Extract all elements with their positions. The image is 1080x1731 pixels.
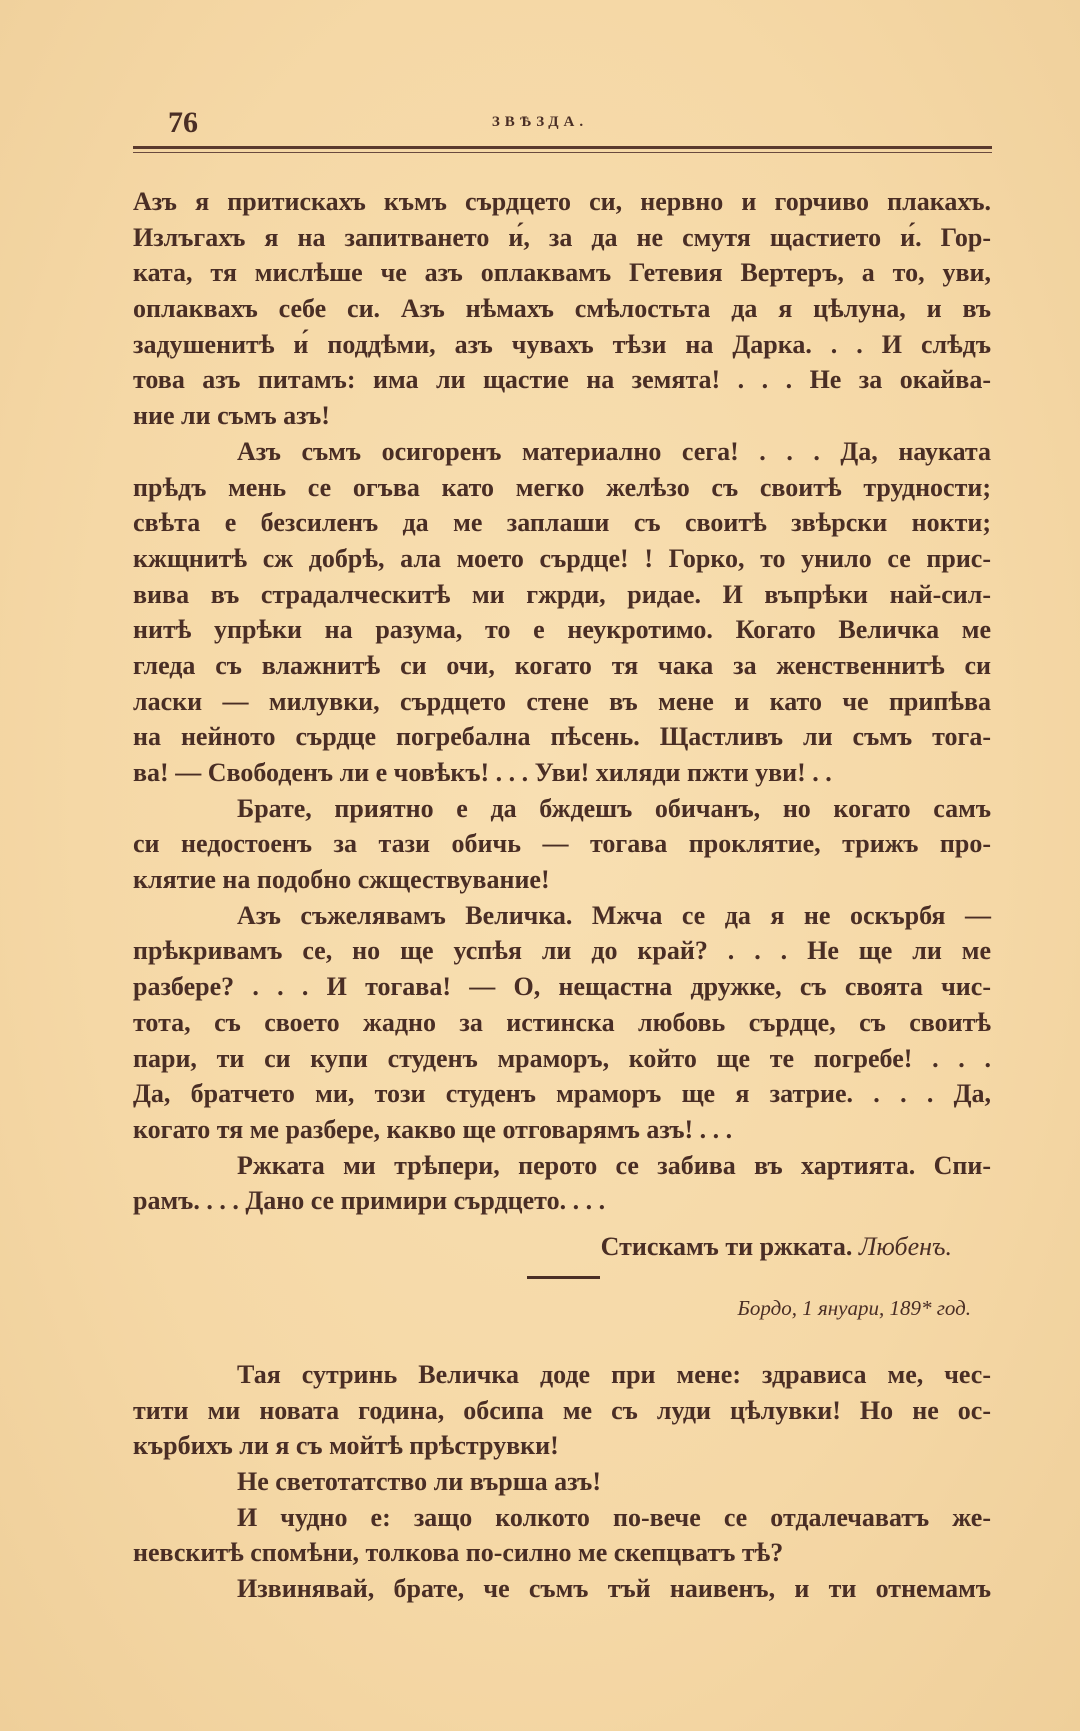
text-line: Тая сутринь Величка доде при мене: здрависа ме, чес- (237, 1360, 991, 1389)
text-line: Брате, приятно е да бждешъ обичанъ, но когато самъ (237, 793, 991, 823)
text-line: пари, ти си купи студенъ мраморъ, който ще те погребе! . . . (133, 1043, 991, 1073)
paragraph (133, 1148, 991, 1219)
text-line: Ржката ми трѣпери, перото се забива въ хартията. Спи- (237, 1150, 991, 1180)
next-entry-body (133, 1357, 991, 1607)
text-line: вива въ страдалческитѣ ми гжрди, ридае. И въпрѣки най-сил- (133, 579, 991, 609)
text-line: си недостоенъ за тази обичь — тогава проклятие, трижъ про- (133, 829, 991, 859)
text-line: тота, съ своето жадно за истинска любовь сърдце, съ своитѣ (133, 1007, 991, 1037)
text-line: това азъ питамъ: има ли щастие на земята! . . . Не за окайва- (133, 365, 991, 395)
text-line: разбере? . . . И тогава! — О, нещастна дружке, съ своята чис- (133, 972, 991, 1002)
text-line: клятие на подобно сжществувание! (133, 865, 550, 895)
header-rule (133, 146, 992, 149)
dateline: Бордо, 1 януари, 189* год. (737, 1296, 971, 1320)
text-line: кърбихъ ли я съ мойтѣ прѣструвки! (133, 1431, 559, 1461)
paragraph (133, 1464, 991, 1500)
text-line: свѣта е безсиленъ да ме заплаши съ своитѣ звѣрски нокти; (133, 508, 991, 538)
text-line: ката, тя мислѣше че азъ оплаквамъ Гетевия Вертеръ, а то, уви, (133, 258, 991, 288)
text-line: гледа съ влажнитѣ си очи, когато тя чака за женственнитѣ си (133, 650, 991, 680)
text-line: на нейното сърдце погребална пѣсень. Щастливъ ли съмъ тога- (133, 722, 991, 752)
paragraph (133, 898, 991, 1148)
header-rule-thin (133, 152, 992, 153)
paragraph (133, 1571, 991, 1607)
paragraph (133, 184, 991, 434)
text-line: Азъ я притискахъ къмъ сърдцето си, нервно и горчиво плакахъ. (133, 187, 991, 216)
text-line: ние ли съмъ азъ! (133, 401, 330, 431)
text-line: Излъгахъ я на запитването и́, за да не смутя щастието и́. Гор- (133, 222, 991, 252)
paragraph (133, 1500, 991, 1571)
text-line: прѣкривамъ се, но ще успѣя ли до край? . . . Не ще ли ме (133, 936, 991, 966)
text-line: ласки — милувки, сърдцето стене въ мене и като че припѣва (133, 686, 991, 716)
text-line: Не светотатство ли върша азъ! (237, 1467, 601, 1497)
section-divider (527, 1276, 600, 1279)
signature-name: Любенъ. (858, 1232, 952, 1261)
text-line: когато тя ме разбере, какво ще отговарямъ азъ! . . . (133, 1114, 733, 1144)
paragraph (133, 1357, 991, 1464)
text-line: нитѣ упрѣки на разума, то е неукротимо. Когато Величка ме (133, 615, 991, 645)
text-line: Извинявай, брате, че съмъ тъй наивенъ, и ти отнемамъ (237, 1574, 991, 1604)
letter-body (133, 184, 991, 1219)
text-line: оплаквахъ себе си. Азъ нѣмахъ смѣлостьта да я цѣлуна, и въ (133, 294, 991, 324)
text-line: рамъ. . . . Дано се примири сърдцето. . . . (133, 1186, 606, 1216)
paragraph (133, 791, 991, 898)
signature-text: Стискамъ ти ржката. (600, 1232, 853, 1261)
text-line: прѣдъ мень се огъва като мегко желѣзо съ своитѣ трудности; (133, 472, 991, 502)
paragraph (133, 434, 991, 791)
page-number: 76 (168, 106, 198, 139)
text-line: ва! — Свободенъ ли е човѣкъ! . . . Уви! хиляди пжти уви! . . (133, 758, 832, 787)
text-line: невскитѣ спомѣни, толкова по-силно ме скепцватъ тѣ? (133, 1538, 784, 1568)
text-line: Азъ съжелявамъ Величка. Мжча се да я не оскърбя — (237, 900, 991, 930)
text-line: И чудно е: защо колкото по-вече се отдалечаватъ же- (237, 1502, 991, 1532)
text-line: задушенитѣ и́ поддѣми, азъ чувахъ тѣзи на Дарка. . . И слѣдъ (133, 329, 991, 359)
text-line: Да, братчето ми, този студенъ мраморъ ще я затрие. . . . Да, (133, 1079, 991, 1109)
running-header-title: ЗВѢЗДА. (491, 114, 589, 130)
signature-line (601, 1232, 952, 1262)
text-line: Азъ съмъ осигоренъ материално сега! . . . Да, науката (237, 436, 991, 466)
text-line: тити ми новата година, обсипа ме съ луди цѣлувки! Но не ос- (133, 1395, 991, 1425)
text-line: кжщнитѣ сж добрѣ, ала моето сърдце! ! Горко, то унило се прис- (133, 543, 991, 573)
